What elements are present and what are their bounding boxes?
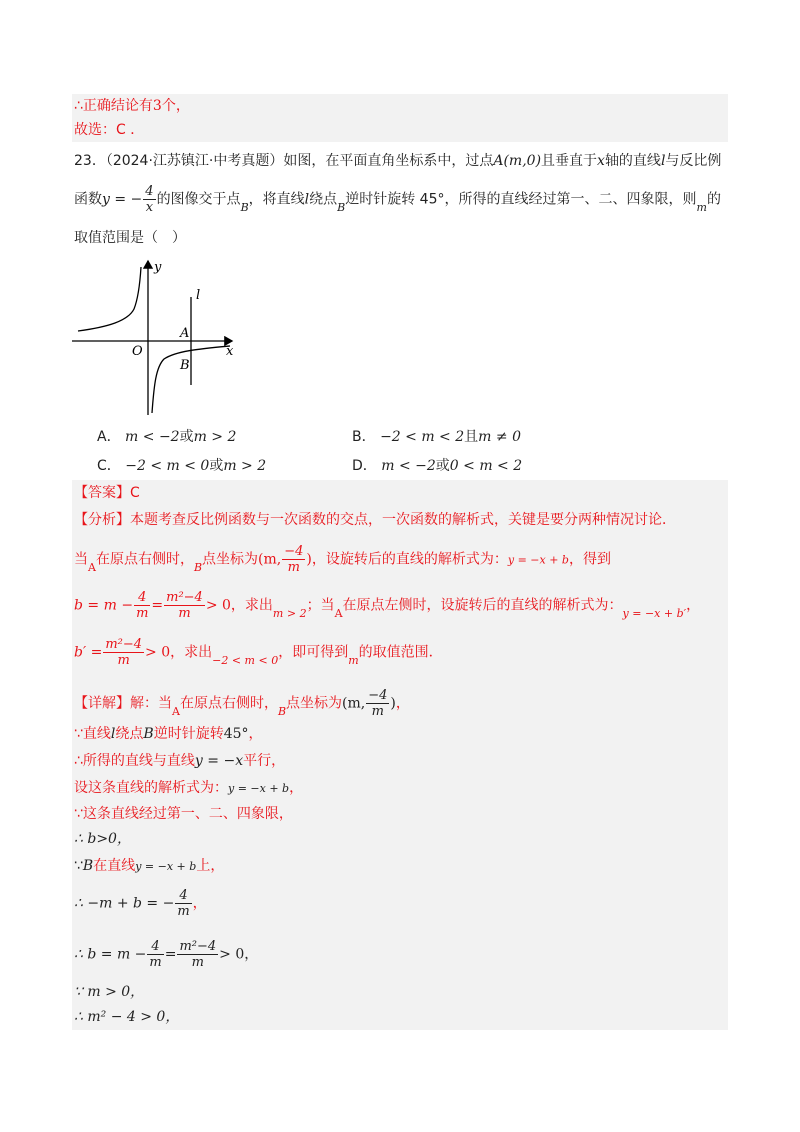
inequality: > 0 — [205, 597, 231, 614]
analysis-text: ，设旋转后的直线的解析式为： — [311, 551, 508, 568]
analysis-label: 【分析】 — [74, 512, 130, 528]
question-source: （2024·江苏镇江·中考真题） — [105, 153, 284, 169]
coord-fraction — [366, 688, 389, 719]
point-b: B — [143, 726, 154, 742]
point-a: A — [334, 606, 343, 620]
question-text: 如图，在平面直角坐标系中，过点 — [283, 153, 494, 169]
option-join: 且 — [464, 429, 479, 445]
detail-math: > 0， — [219, 946, 259, 963]
question-text: 且垂直于 — [541, 153, 598, 169]
fraction-denominator: m — [149, 955, 162, 970]
detail-line-5 — [74, 804, 293, 824]
detail-text: ， — [289, 780, 304, 796]
analysis-text: ；当 — [306, 597, 335, 614]
detail-line-4 — [74, 778, 303, 799]
fraction — [103, 637, 144, 668]
fraction-numerator: m²−4 — [166, 590, 203, 605]
fraction-denominator: m — [371, 704, 384, 719]
option-expr2: m > 2 — [223, 458, 267, 474]
detail-text: 设这条直线的解析式为： — [74, 780, 228, 796]
detail-text: ， — [395, 695, 410, 712]
analysis-text: ，得到 — [568, 551, 611, 568]
detail-line-7 — [74, 856, 224, 877]
coord-close: ) — [306, 551, 312, 568]
analysis-text: 当 — [74, 551, 88, 568]
detail-math: ∴ m² − 4 > 0， — [74, 1009, 180, 1025]
fraction-numerator: 4 — [147, 939, 163, 955]
detail-text: 绕点 — [115, 726, 144, 742]
fraction — [164, 590, 205, 621]
analysis-line-3 — [74, 590, 700, 621]
inequality: > 0 — [145, 644, 171, 661]
option-expr2: m ≠ 0 — [478, 429, 521, 445]
question-text: 函数 — [74, 191, 102, 208]
detail-line-8 — [74, 888, 207, 919]
l-variable: l — [660, 153, 666, 169]
function-lhs: y = − — [102, 191, 143, 208]
analysis-line-4 — [74, 637, 443, 668]
detail-text: 平行， — [243, 753, 286, 769]
fraction-denominator: x — [145, 200, 154, 215]
hyperbola-left-branch — [78, 267, 141, 331]
option-letter: C． — [97, 458, 121, 474]
detail-text: ∵这条直线经过第一、二、四象限， — [74, 806, 293, 822]
equation-2: y = −x + b′ — [622, 606, 687, 620]
analysis-text: 本题考查反比例函数与一次函数的交点，一次函数的解析式，关键是要分两种情况讨论． — [130, 512, 676, 528]
option-expr: −2 < m < 0 — [125, 458, 210, 474]
point-a-label: A — [180, 326, 190, 341]
point-b: B — [193, 560, 203, 574]
analysis-text: 的取值范围． — [358, 644, 443, 661]
m-variable: m — [696, 200, 707, 214]
equation-lhs: b′ = — [74, 644, 103, 661]
analysis-text: 在原点左侧时，设旋转后的直线的解析式为： — [342, 597, 623, 614]
point-a-coord: A(m,0) — [493, 153, 542, 169]
function-fraction — [143, 184, 155, 215]
point-b-label: B — [180, 358, 190, 373]
detail-text: ∴所得的直线与直线 — [74, 753, 195, 769]
question-text: 取值范围是（ ） — [74, 230, 186, 246]
equation: y = −x + b — [135, 860, 197, 873]
equals: = — [164, 946, 177, 963]
question-text: 绕点 — [309, 191, 338, 208]
answer-line — [74, 483, 140, 503]
option-letter: A． — [97, 429, 121, 445]
point-b: B — [240, 200, 249, 214]
point-a: A — [172, 704, 180, 718]
analysis-text: ，求出 — [230, 597, 273, 614]
analysis-text: ， — [686, 597, 701, 614]
point-b: B — [82, 858, 94, 874]
equation-lhs: b = m − — [74, 597, 134, 614]
analysis-text: 点坐标为 — [202, 551, 259, 568]
option-expr: m < −2 — [381, 458, 436, 474]
result: −2 < m < 0 — [212, 653, 279, 667]
question-line-1 — [74, 151, 721, 171]
fraction-denominator: m — [117, 653, 130, 668]
fraction — [177, 939, 218, 970]
option-expr2: m > 2 — [193, 429, 237, 445]
option-expr2: 0 < m < 2 — [449, 458, 523, 474]
option-b[interactable] — [352, 426, 521, 446]
option-join: 或 — [209, 458, 224, 474]
fraction-numerator: −4 — [368, 688, 388, 703]
question-text: 逆时针旋转 45°，所得的直线经过第一、二、四象限，则 — [345, 191, 697, 208]
answer-label: 【答案】C — [74, 485, 140, 501]
detail-text: 点坐标为 — [286, 695, 343, 712]
analysis-text: 在原点右侧时， — [95, 551, 194, 568]
option-letter: D． — [352, 458, 377, 474]
detail-line-1 — [74, 688, 410, 719]
option-join: 或 — [435, 458, 450, 474]
detail-line-6 — [74, 829, 131, 849]
x-variable: x — [597, 153, 605, 169]
detail-text: ， — [248, 726, 263, 742]
fraction-numerator: 4 — [145, 184, 154, 199]
option-join: 或 — [179, 429, 194, 445]
question-line-3 — [74, 228, 186, 248]
intro-text: ∴正确结论有 — [74, 98, 153, 114]
intro-end: 个， — [161, 98, 190, 114]
detail-math: ∵ m > 0， — [74, 984, 145, 1000]
fraction-denominator: m — [136, 606, 149, 621]
analysis-line-2 — [74, 544, 611, 575]
angle: 45° — [223, 726, 249, 742]
coord-open: (m, — [342, 695, 366, 712]
equation: y = −x + b — [228, 782, 290, 795]
analysis-line-1 — [74, 510, 676, 530]
question-text: 与反比例 — [665, 153, 722, 169]
fraction-denominator: m — [287, 560, 300, 575]
point-a: A — [88, 560, 96, 574]
question-line-2 — [74, 184, 721, 215]
option-a[interactable] — [97, 426, 236, 446]
intro-line-1 — [74, 96, 190, 116]
fraction — [147, 939, 163, 970]
option-d[interactable] — [352, 455, 522, 475]
coord-fraction — [282, 544, 305, 575]
point-b: B — [337, 200, 346, 214]
fraction — [175, 888, 191, 919]
coord-close: ) — [390, 695, 396, 712]
coord-open: (m, — [258, 551, 282, 568]
equation: y = −x — [194, 753, 244, 769]
detail-text: 在直线 — [93, 858, 136, 874]
origin-label: O — [132, 344, 143, 359]
l-variable: l — [304, 191, 310, 208]
detail-text: ∵直线 — [74, 726, 111, 742]
fraction-denominator: m — [178, 606, 191, 621]
fraction-denominator: m — [177, 904, 190, 919]
detail-line-11 — [74, 1007, 179, 1027]
option-expr: −2 < m < 2 — [380, 429, 465, 445]
detail-text: 逆时针旋转 — [153, 726, 224, 742]
point-b: B — [277, 704, 287, 718]
fraction-numerator: m²−4 — [179, 939, 217, 954]
detail-line-2 — [74, 724, 263, 744]
detail-line-10 — [74, 982, 144, 1002]
option-c[interactable] — [97, 455, 266, 475]
intro-number: 3 — [152, 98, 162, 114]
x-axis-label: x — [226, 344, 234, 359]
detail-text: 上， — [196, 858, 225, 874]
question-text: 轴的直线 — [604, 153, 661, 169]
detail-text: 在原点右侧时， — [179, 695, 278, 712]
question-text: ，将直线 — [248, 191, 305, 208]
m-variable: m — [348, 653, 359, 667]
question-number: 23． — [74, 153, 106, 169]
detail-math: ∴ b = m − — [74, 946, 147, 963]
analysis-text: ，求出 — [170, 644, 213, 661]
detail-math: ∴ −m + b = − — [74, 895, 175, 912]
fraction — [134, 590, 150, 621]
intro-choice: 故选：C ． — [74, 122, 145, 138]
result: m > 2 — [272, 606, 307, 620]
y-axis-label: y — [154, 260, 162, 275]
option-letter: B． — [352, 429, 376, 445]
fraction-numerator: 4 — [134, 590, 150, 606]
because-symbol: ∵ — [74, 858, 83, 874]
fraction-denominator: m — [191, 955, 204, 970]
detail-text: ， — [192, 895, 207, 912]
analysis-text: ，即可得到 — [278, 644, 349, 661]
detail-text: 解：当 — [130, 695, 172, 712]
equals: = — [151, 597, 164, 614]
detail-line-3 — [74, 751, 285, 771]
fraction-numerator: −4 — [284, 544, 304, 559]
fraction-numerator: 4 — [175, 888, 191, 904]
detail-label: 【详解】 — [74, 695, 130, 712]
detail-math: ∴ b>0， — [74, 831, 131, 847]
option-expr: m < −2 — [125, 429, 180, 445]
l-variable: l — [110, 726, 116, 742]
coordinate-figure — [68, 255, 248, 420]
detail-line-9 — [74, 939, 258, 970]
line-l-label: l — [196, 288, 201, 303]
question-text: 的 — [706, 191, 721, 208]
intro-line-2 — [74, 120, 144, 140]
fraction-numerator: m²−4 — [105, 637, 143, 652]
question-text: 的图像交于点 — [156, 191, 241, 208]
equation-1: y = −x + b — [507, 553, 569, 567]
